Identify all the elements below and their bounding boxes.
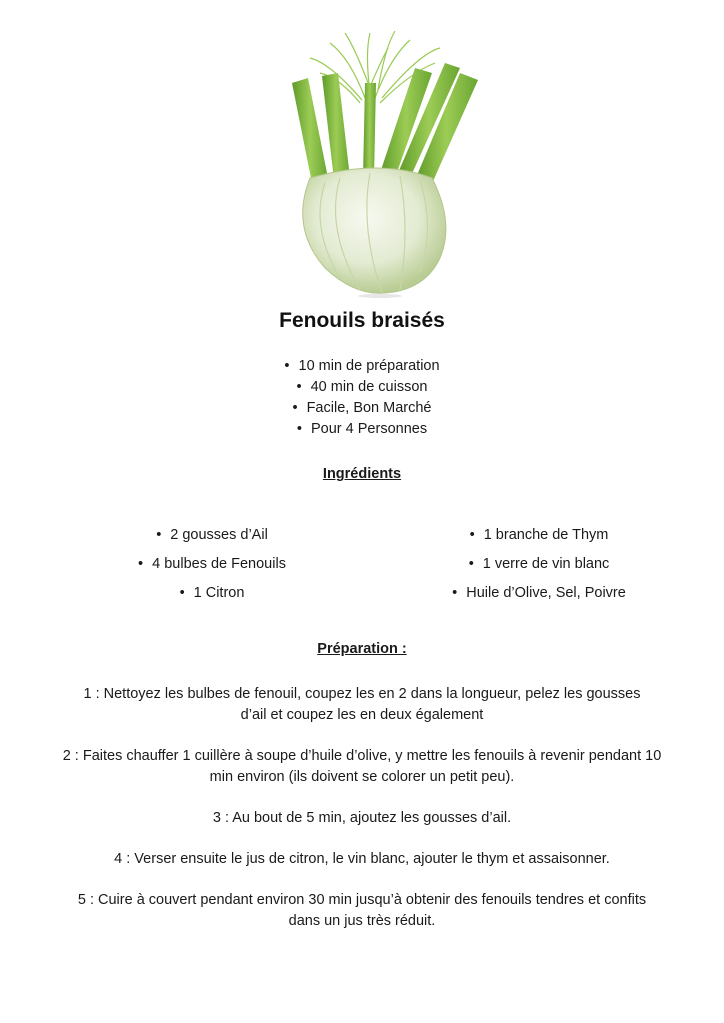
bullet-icon: • bbox=[452, 585, 458, 601]
meta-item: • 10 min de préparation bbox=[0, 356, 724, 377]
preparation-steps bbox=[0, 684, 724, 952]
preparation-step: 1 : Nettoyez les bulbes de fenouil, coupez les en 2 dans la longueur, pelez les gousses d’ail et coupez les en deux également bbox=[83, 686, 641, 723]
bullet-icon: • bbox=[296, 379, 302, 395]
bullet-icon: • bbox=[468, 556, 474, 572]
fennel-image bbox=[270, 28, 500, 298]
ingredient-item: • Huile d’Olive, Sel, Poivre bbox=[389, 582, 689, 611]
meta-item: • 40 min de cuisson bbox=[0, 377, 724, 398]
ingredient-item: • 1 verre de vin blanc bbox=[389, 553, 689, 582]
preparation-step: 4 : Verser ensuite le jus de citron, le vin blanc, ajouter le thym et assaisonner. bbox=[114, 851, 610, 867]
preparation-step: 3 : Au bout de 5 min, ajoutez les gousses d’ail. bbox=[212, 810, 512, 826]
preparation-step: 2 : Faites chauffer 1 cuillère à soupe d’huile d’olive, y mettre les fenouils à revenir pendant 10 min environ (ils doivent se colorer un petit peu). bbox=[62, 748, 662, 785]
bullet-icon: • bbox=[284, 358, 290, 374]
bullet-icon: • bbox=[138, 556, 144, 572]
ingredients-left-list bbox=[62, 524, 362, 611]
bullet-icon: • bbox=[156, 527, 162, 543]
bullet-icon: • bbox=[469, 527, 475, 543]
meta-item: • Pour 4 Personnes bbox=[0, 419, 724, 440]
preparation-step: 5 : Cuire à couvert pendant environ 30 min jusqu’à obtenir des fenouils tendres et confits dans un jus très réduit. bbox=[77, 892, 647, 929]
ingredients-heading: Ingrédients bbox=[322, 466, 402, 482]
recipe-meta-list bbox=[0, 356, 724, 440]
meta-item: • Facile, Bon Marché bbox=[0, 398, 724, 419]
bullet-icon: • bbox=[179, 585, 185, 601]
ingredient-item: • 2 gousses d’Ail bbox=[62, 524, 362, 553]
bullet-icon: • bbox=[292, 400, 298, 416]
recipe-title: Fenouils braisés bbox=[279, 309, 445, 332]
bullet-icon: • bbox=[296, 421, 302, 437]
preparation-heading: Préparation : bbox=[317, 641, 407, 657]
ingredient-item: • 1 branche de Thym bbox=[389, 524, 689, 553]
ingredients-right-list bbox=[389, 524, 689, 611]
ingredient-item: • 1 Citron bbox=[62, 582, 362, 611]
ingredient-item: • 4 bulbes de Fenouils bbox=[62, 553, 362, 582]
